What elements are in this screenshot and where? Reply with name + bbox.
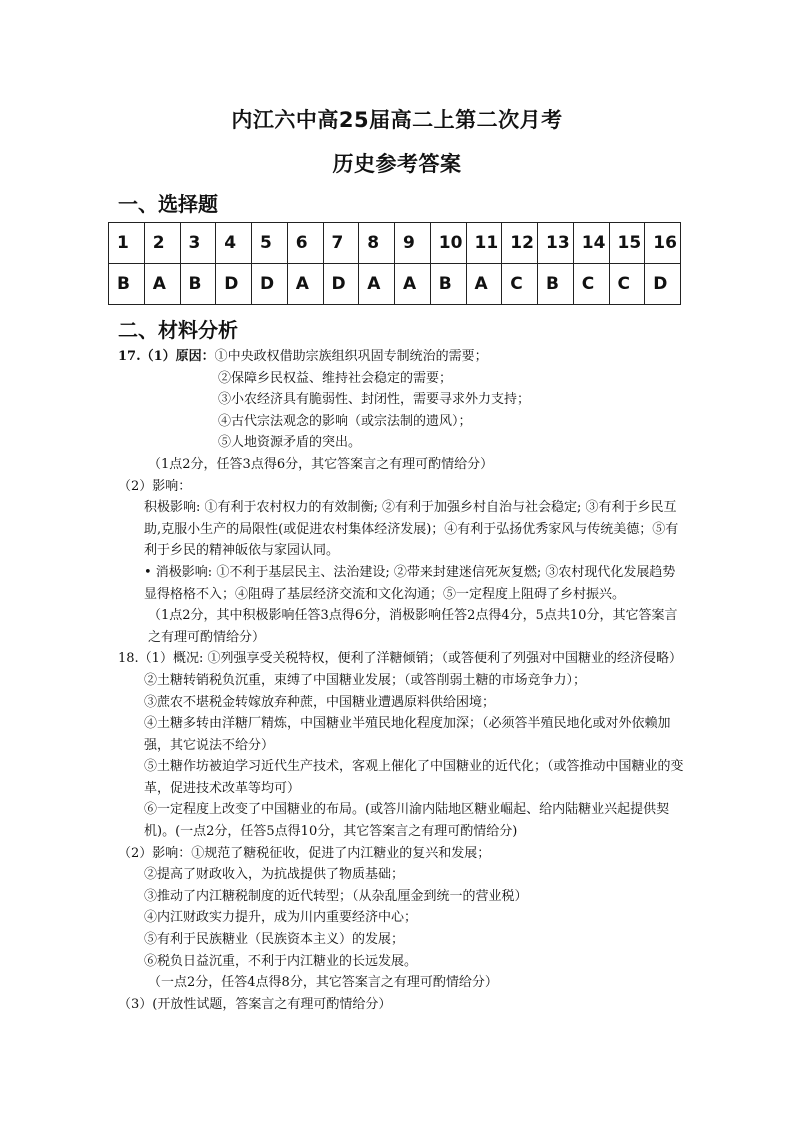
section-heading-multiple-choice: 一、选择题 (118, 192, 218, 216)
question-number: 3 (180, 223, 216, 264)
question-number: 9 (395, 223, 431, 264)
q18-overview-4: ④土糖多转由洋糖厂精炼，中国糖业半殖民地化程度加深；（必须答半殖民地化或对外依赖加强，其它说法不给分） (144, 716, 671, 753)
q18-part3: （3）(开放性试题，答案言之有理可酌情给分） (118, 996, 392, 1012)
q17-part1-label: 17.（1）原因： (118, 349, 215, 364)
question-number: 14 (573, 223, 609, 264)
q17-reason-5: ⑤人地资源矛盾的突出。 (218, 435, 362, 451)
answer-cell: D (216, 264, 252, 305)
question-number: 8 (359, 223, 395, 264)
answer-cell: B (180, 264, 216, 305)
answer-cell: C (573, 264, 609, 305)
answer-cell: B (430, 264, 466, 305)
q18-overview-5: ⑤土糖作坊被迫学习近代生产技术，客观上催化了中国糖业的近代化；（或答推动中国糖业的变革，促进技术改革等均可） (144, 759, 684, 796)
q17-reason-2: ②保障乡民权益、维持社会稳定的需要； (218, 370, 453, 386)
material-analysis-answers (118, 346, 686, 1015)
question-number: 11 (466, 223, 502, 264)
question-number: 16 (645, 223, 681, 264)
q17-reason-3: ③小农经济具有脆弱性、封闭性，需要寻求外力支持； (218, 392, 531, 408)
answer-cell: A (359, 264, 395, 305)
q18-impact-1: ①规范了糖税征收，促进了内江糖业的复兴和发展； (191, 845, 491, 861)
question-number: 13 (538, 223, 574, 264)
section-heading-material-analysis: 二、材料分析 (118, 318, 238, 342)
q18-impact-4: ④内江财政实力提升，成为川内重要经济中心； (144, 910, 418, 926)
question-number: 1 (109, 223, 145, 264)
page-title: 内江六中高25届高二上第二次月考 (231, 108, 563, 132)
q18-impact-3: ③推动了内江糖税制度的近代转型；（从杂乱厘金到统一的营业税） (144, 888, 528, 904)
question-number: 5 (252, 223, 288, 264)
answer-cell: A (395, 264, 431, 305)
q18-part2-label: （2）影响： (118, 845, 192, 861)
question-number: 6 (287, 223, 323, 264)
answer-cell: C (609, 264, 645, 305)
q18-overview-2: ②土糖转销税负沉重，束缚了中国糖业发展；（或答削弱土糖的市场竞争力）； (144, 672, 587, 688)
q18-impact-5: ⑤有利于民族糖业（民族资本主义）的发展； (144, 932, 405, 948)
q18-overview-6: ⑥一定程度上改变了中国糖业的布局。(或答川渝内陆地区糖业崛起、给内陆糖业兴起提供契机)。(一点2分，任答5点得10分，其它答案言之有理可酌情给分) (144, 802, 670, 840)
q17-part1-scoring: （1点2分，任答3点得6分，其它答案言之有理可酌情给分） (148, 456, 494, 472)
question-number: 15 (609, 223, 645, 264)
question-number: 12 (502, 223, 538, 264)
q17-part2-label: （2）影响： (118, 478, 192, 494)
question-number: 7 (323, 223, 359, 264)
q17-negative-impacts: • 消极影响: ①不利于基层民主、法治建设; ②带来封建迷信死灰复燃; ③农村现代化发展趋势显得格格不入；④阻碍了基层经济交流和文化沟通；⑤一定程度上阻碍了乡村振兴。 (144, 564, 676, 602)
q17-part1-line (118, 346, 686, 368)
answer-cell: B (109, 264, 145, 305)
answer-key-table (108, 222, 681, 305)
answer-row (109, 264, 681, 305)
answer-cell: D (323, 264, 359, 305)
q18-part2-line (118, 843, 686, 865)
question-number-row (109, 223, 681, 264)
answer-cell: A (466, 264, 502, 305)
page-subtitle: 历史参考答案 (332, 152, 462, 176)
q18-part2-scoring: （一点2分，任答4点得8分，其它答案言之有理可酌情给分） (148, 975, 498, 991)
answer-cell: C (502, 264, 538, 305)
answer-cell: D (252, 264, 288, 305)
q17-reason-1: ①中央政权借助宗族组织巩固专制统治的需要； (214, 349, 488, 364)
question-number: 4 (216, 223, 252, 264)
q17-part2-scoring: （1点2分，其中积极影响任答3点得6分，消极影响任答2点得4分，5点共10分，其它答案言之有理可酌情给分） (148, 608, 678, 645)
answer-cell: A (287, 264, 323, 305)
answer-cell: D (645, 264, 681, 305)
q18-impact-6: ⑥税负日益沉重，不利于内江糖业的长远发展。 (144, 953, 418, 969)
question-number: 2 (144, 223, 180, 264)
q18-part1-overview: 18.（1）概况: ①列强享受关税特权，便利了洋糖倾销；（或答便利了列强对中国糖业的经济侵略） (118, 651, 682, 667)
question-number: 10 (430, 223, 466, 264)
answer-cell: A (144, 264, 180, 305)
q17-positive-impacts: 积极影响: ①有利于农村权力的有效制衡; ②有利于加强乡村自治与社会稳定; ③有利于乡民互助,克服小生产的局限性(或促进农村集体经济发展)；④有利于弘扬优秀家风与传统美德；⑤有利于乡民的精神皈依与家园认同。 (144, 500, 679, 559)
q18-impact-2: ②提高了财政收入，为抗战提供了物质基础； (144, 867, 405, 883)
answer-cell: B (538, 264, 574, 305)
q18-overview-3: ③蔗农不堪税金转嫁放弃种蔗，中国糖业遭遇原料供给困境； (144, 694, 496, 710)
q17-reason-4: ④古代宗法观念的影响（或宗法制的遗风）； (218, 413, 472, 429)
